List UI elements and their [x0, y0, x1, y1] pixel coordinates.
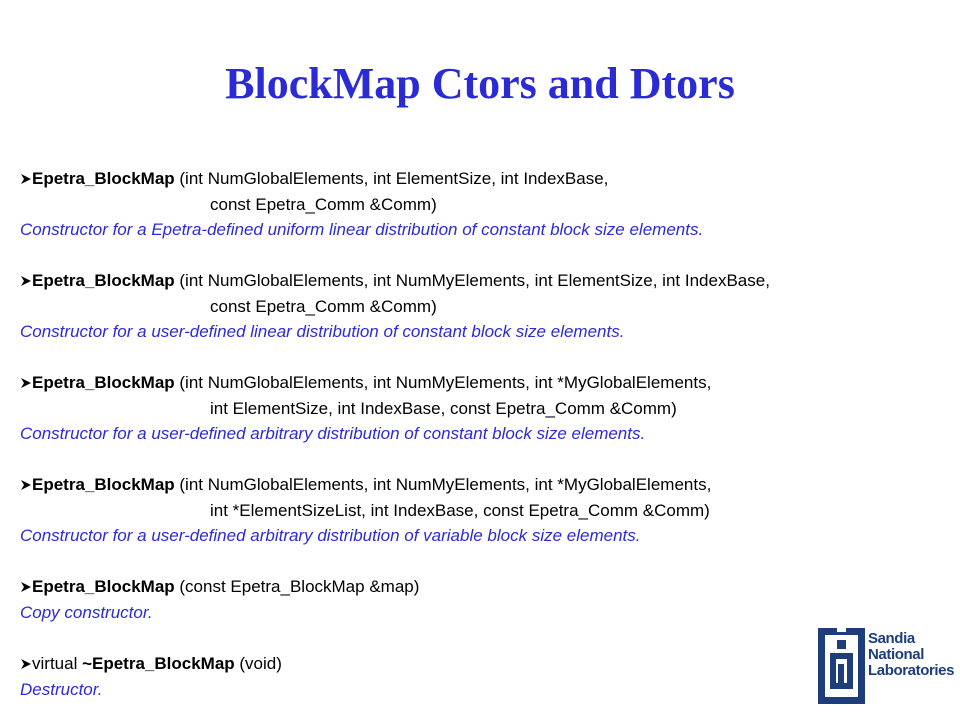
constructor-entry	[20, 472, 960, 549]
function-name: Epetra_BlockMap	[32, 475, 175, 494]
sandia-logo	[818, 628, 955, 708]
function-name: Epetra_BlockMap	[32, 373, 175, 392]
arrow-bullet-icon	[20, 581, 32, 593]
logo-line: Laboratories	[868, 662, 955, 679]
constructor-entry	[20, 370, 960, 447]
signature-continuation: const Epetra_Comm &Comm)	[210, 296, 437, 316]
function-name: Epetra_BlockMap	[32, 271, 175, 290]
signature-continuation: int *ElementSizeList, int IndexBase, const Epetra_Comm &Comm)	[210, 500, 710, 520]
description: Destructor.	[20, 679, 103, 699]
signature-args: (int NumGlobalElements, int NumMyElements, int *MyGlobalElements,	[174, 475, 712, 494]
signature-line	[20, 166, 960, 192]
description: Copy constructor.	[20, 602, 153, 622]
arrow-bullet-icon	[20, 173, 32, 185]
function-name: Epetra_BlockMap	[32, 577, 175, 596]
signature-args: (int NumGlobalElements, int ElementSize, int IndexBase,	[174, 169, 609, 188]
signature-line	[20, 574, 960, 600]
signature-args: (int NumGlobalElements, int NumMyElements, int ElementSize, int IndexBase,	[174, 271, 770, 290]
signature-line	[20, 268, 960, 294]
logo-line: Sandia	[868, 630, 915, 647]
arrow-bullet-icon	[20, 479, 32, 491]
signature-prefix: virtual	[32, 654, 83, 673]
description: Constructor for a user-defined arbitrary distribution of variable block size elements.	[20, 526, 641, 545]
description: Constructor for a Epetra-defined uniform linear distribution of constant block size elements.	[20, 220, 704, 239]
function-name: ~Epetra_BlockMap	[82, 654, 235, 673]
logo-line: National	[868, 646, 924, 663]
arrow-bullet-icon	[20, 377, 32, 389]
constructor-entry	[20, 574, 960, 625]
constructor-entry	[20, 166, 960, 243]
arrow-bullet-icon	[20, 658, 32, 670]
signature-line	[20, 472, 960, 498]
description: Constructor for a user-defined arbitrary distribution of constant block size elements.	[20, 424, 646, 443]
signature-continuation: int ElementSize, int IndexBase, const Epetra_Comm &Comm)	[210, 398, 677, 418]
sandia-thunderbird-logo-icon	[818, 628, 865, 704]
signature-args: (const Epetra_BlockMap &map)	[174, 577, 420, 596]
slide-title: BlockMap Ctors and Dtors	[225, 59, 735, 108]
constructor-entry	[20, 268, 960, 345]
signature-args: (void)	[234, 654, 282, 673]
signature-continuation: const Epetra_Comm &Comm)	[210, 194, 437, 214]
signature-args: (int NumGlobalElements, int NumMyElements, int *MyGlobalElements,	[174, 373, 712, 392]
function-name: Epetra_BlockMap	[32, 169, 175, 188]
signature-line	[20, 370, 960, 396]
arrow-bullet-icon	[20, 275, 32, 287]
logo-text	[868, 630, 955, 679]
description: Constructor for a user-defined linear distribution of constant block size elements.	[20, 322, 625, 341]
